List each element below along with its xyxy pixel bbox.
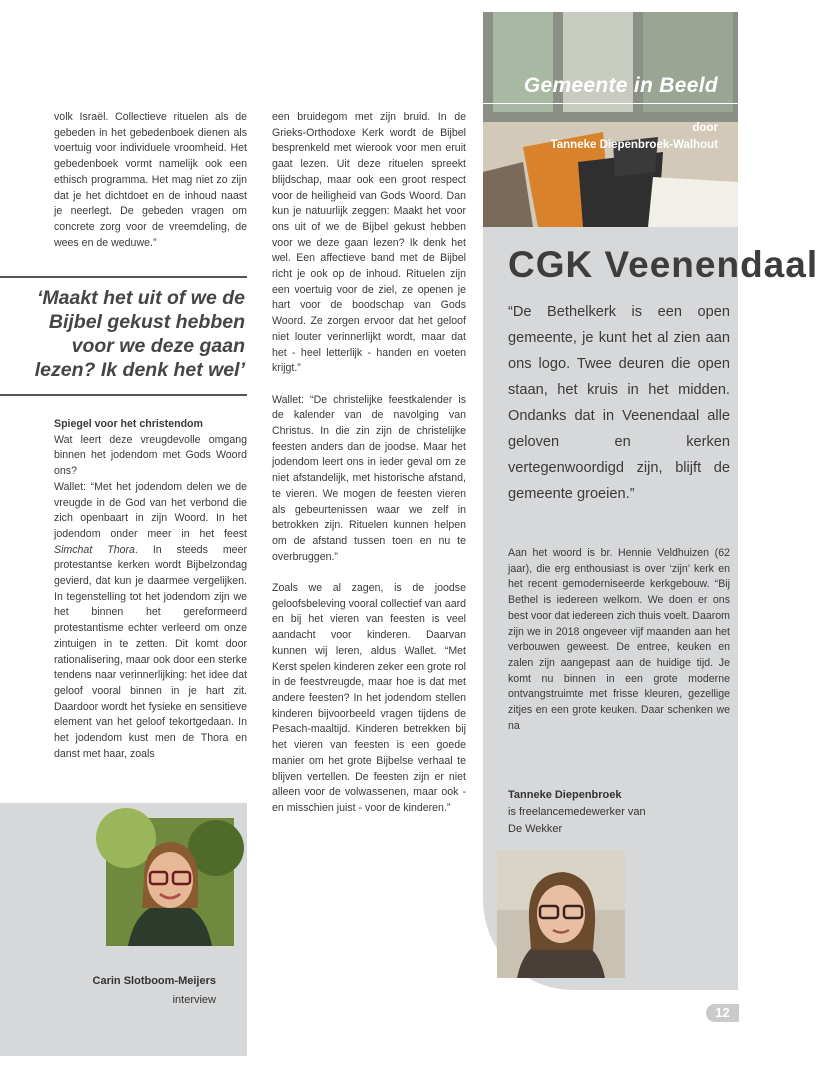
header-image xyxy=(483,12,738,227)
interviewer-role: interview xyxy=(172,994,216,1006)
interviewer-credit xyxy=(93,972,216,1010)
body-paragraph: Aan het woord is br. Hennie Veldhuizen (62 jaar), die erg enthousiast is over ‘zijn’ kerk en het recent gemoderniseerde kerkgebouw. “Bij Bethel is iedereen welkom. We doen er ons best voor dat iedereen zich thuis voelt. Daarom zijn we in 2018 ongeveer vijf maanden aan het verbouwen geweest. De entree, keuken en zalen zijn aangepast aan de huidige tijd. Je komt nu binnen in een grote moderne ontvangstruimte met frisse kleuren, gezellige zitjes en een grote keuken. Daar schenken we na xyxy=(508,547,730,732)
church-interior-photo-icon xyxy=(483,12,738,227)
pull-quote-box xyxy=(0,276,247,396)
body-paragraph: Wallet: “De christelijke feestkalender is de kalender van de navolging van Christus. In die zin zijn de christelijke feesten anders dan de joodse. Maar het jodendom leert ons in ieder geval om ze niet afstandelijk, met historische afstand, te vieren. We mogen de feesten vieren als gebeurtenissen waar we zelf in betrokken zijn. Rituelen kunnen helpen om de afstand tussen toen en nu te overbruggen.” xyxy=(272,393,466,563)
byline-prefix: door xyxy=(692,122,718,134)
intro-quote: “De Bethelkerk is een open gemeente, je kunt het al zien aan ons logo. Twee deuren die open staan, het kruis in het midden. Ondanks dat in Veenendaal alle geloven en kerken vertegenwoordigd zijn, blijft de gemeente groeien.” xyxy=(508,304,730,502)
body-paragraph: Zoals we al zagen, is de joodse geloofsbeleving vooral collectief van aard en bij het vieren van feesten is veel aandacht voor kinderen. Daarvan kunnen wij leren, aldus Wallet. “Met Kerst spelen kinderen zeker een grote rol in de feestvreugde, maar hoe is dat met andere feesten? In het jodendom stellen kinderen bijvoorbeeld vragen tijdens de Pesach-maaltijd. Kinderen betrekken bij het vieren van feesten is een goede manier om het grote Bijbelse verhaal te blijven vertellen. De feesten zijn er niet alleen voor de volwassenen, maar ook - en misschien juist - voor de kinderen.” xyxy=(272,582,466,814)
bio-line: De Wekker xyxy=(508,823,563,835)
author-bio xyxy=(508,787,646,838)
bio-line: is freelancemedewerker van xyxy=(508,806,646,818)
author-photo-tanneke xyxy=(497,850,625,978)
body-paragraph: volk Israël. Collectieve rituelen als de gebeden in het gebedenboek dienen als voertuig voor individuele vroomheid. Het gebedenboek vormt namelijk ook een ethisch programma. Het mag niet zo zijn dat je het dichtdoet en de inhoud naast je neerlegt. De gebeden vragen om concrete zorg voor de vreemdeling, de wees en de weduwe.” xyxy=(54,111,247,249)
section-title: Gemeente in Beeld xyxy=(523,74,718,97)
article-column-2 xyxy=(272,110,466,817)
pull-quote: ‘Maakt het uit of we de Bijbel gekust hebben voor we deze gaan lezen? Ik denk het wel’ xyxy=(34,287,245,381)
article-column-1 xyxy=(54,110,247,251)
bio-name: Tanneke Diepenbroek xyxy=(508,789,622,801)
subheading: Spiegel voor het christendom xyxy=(54,418,203,430)
author-photo-carin xyxy=(106,818,234,946)
divider-top xyxy=(0,276,247,278)
divider-bottom xyxy=(0,394,247,396)
interviewer-name: Carin Slotboom-Meijers xyxy=(92,975,216,987)
page-number: 12 xyxy=(706,1004,739,1022)
portrait-image-icon xyxy=(106,818,234,946)
article-column-1b xyxy=(54,417,247,762)
body-paragraph: Wat leert deze vreugdevolle omgang binnen het jodendom met Gods Woord ons? xyxy=(54,433,247,478)
body-paragraph: een bruidegom met zijn bruid. In de Grieks-Orthodoxe Kerk wordt de Bijbel besprenkeld met wierook voor men eruit gaat lezen. Uit deze rituelen spreekt blijdschap, maar ook een groot respect voor de heiligheid van Gods Woord. Dan kun je natuurlijk zeggen: Maakt het voor ons uit of we de Bijbel gekust hebben voor we deze gaan lezen? Ik denk het wel. Een affectieve band met de Bijbel richt je ook op de inhoud. Rituelen zijn een voertuig voor de ziel, ze openen je hart voor de boodschap van Gods Woord. Ze zorgen ervoor dat het geloof niet louter verinnerlijkt wordt, maar dat het - heel letterlijk - handen en voeten krijgt.” xyxy=(272,111,466,375)
body-paragraph: Wallet: “Met het jodendom delen we de vreugde in de God van het verbond die zich openbaart in zijn Woord. In het jodendom onder meer in het feest Simchat Thora. In steeds meer protestantse kerken wordt Bijbelzondag gevierd, dat kun je daarmee vergelijken. In tegenstelling tot het jodendom zijn we het binnen het gereformeerd protestantisme echter verleerd om onze zintuigen in te zetten. Dit komt door rationalisering, maar ook door een sterke tendens naar verinnerlijking: het idee dat geloof vooral binnen in je hart zit. Daardoor wordt het fysieke en sensitieve element van het geloof tekortgedaan. In het jodendom kust men de Thora en danst met haar, zoals xyxy=(54,480,247,760)
header-divider xyxy=(483,103,738,104)
byline-author: Tanneke Diepenbroek-Walhout xyxy=(550,139,718,151)
portrait-image-icon xyxy=(497,850,625,978)
article-title: CGK Veenendaal xyxy=(508,244,818,285)
article-column-3 xyxy=(508,546,730,734)
